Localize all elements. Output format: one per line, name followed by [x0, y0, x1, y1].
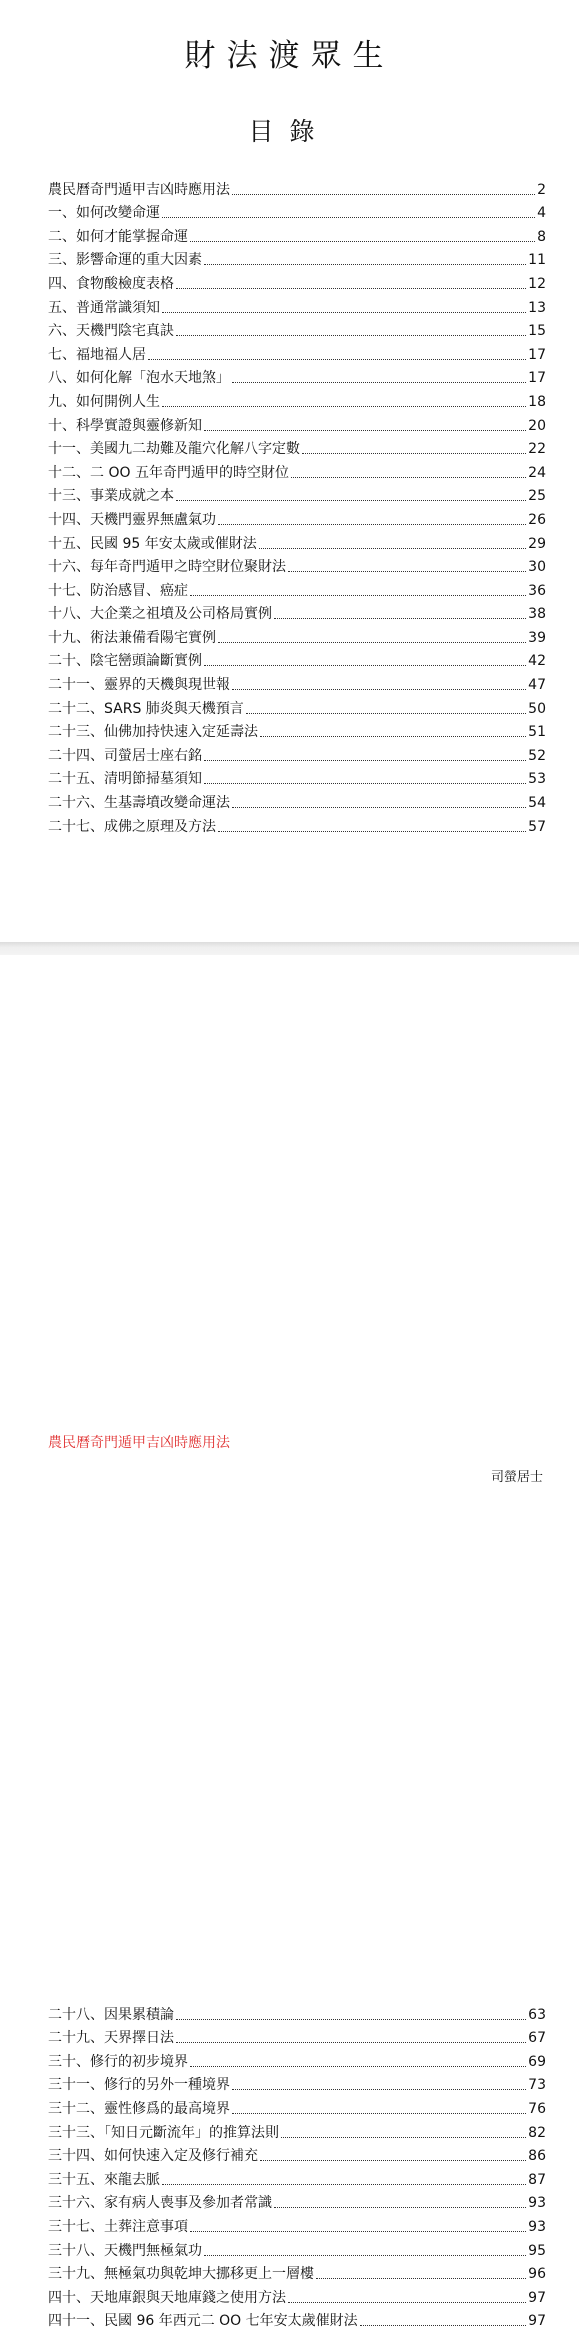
toc-entry[interactable] [48, 458, 546, 482]
toc-entry[interactable] [48, 2260, 546, 2284]
toc-entry[interactable] [48, 718, 546, 742]
toc-dot-leader [204, 783, 526, 784]
toc-entry-page: 82 [528, 2124, 546, 2141]
toc-entry-page: 52 [528, 747, 546, 764]
toc-entry[interactable] [48, 175, 546, 199]
toc-entry[interactable] [48, 2165, 546, 2189]
toc-dot-leader [204, 430, 526, 431]
toc-entry[interactable] [48, 317, 546, 341]
toc-entry[interactable] [48, 788, 546, 812]
toc-dot-leader [162, 406, 526, 407]
toc-entry-title: 二、如何才能掌握命運 [48, 228, 188, 245]
toc-dot-leader [316, 2278, 526, 2279]
toc-entry-title: 七、福地福人居 [48, 346, 146, 363]
toc-entry-title: 三十二、靈性修爲的最高境界 [48, 2100, 230, 2117]
toc-dot-leader [302, 453, 526, 454]
toc-dot-leader [232, 382, 526, 383]
toc-dot-leader [176, 500, 526, 501]
toc-dot-leader [232, 689, 526, 690]
toc-entry-page: 38 [528, 606, 546, 623]
toc-dot-leader [204, 760, 526, 761]
toc-entry[interactable] [48, 623, 546, 647]
toc-entry-title: 三十八、天機門無極氣功 [48, 2242, 202, 2259]
toc-heading: 目錄 [248, 117, 331, 146]
toc-dot-leader [148, 359, 526, 360]
toc-entry-title: 二十二、SARS 肺炎與天機預言 [48, 700, 244, 717]
toc-entry-page: 54 [528, 795, 546, 812]
toc-entry-page: 13 [528, 299, 546, 316]
toc-dot-leader [232, 807, 526, 808]
toc-entry-title: 十七、防治感冒、癌症 [48, 582, 188, 599]
toc-entry-page: 24 [528, 464, 546, 481]
toc-entry-title: 十一、美國九二劫難及龍穴化解八字定數 [48, 441, 300, 458]
toc-entry-page: 29 [528, 535, 546, 552]
toc-entry-page: 86 [528, 2148, 546, 2165]
toc-dot-leader [360, 2325, 527, 2326]
toc-entry[interactable] [48, 2142, 546, 2166]
toc-entry[interactable] [48, 2024, 546, 2048]
toc-entry-title: 二十一、靈界的天機與現世報 [48, 677, 230, 694]
toc-entry-page: 20 [528, 417, 546, 434]
toc-entry-title: 十五、民國 95 年安太歲或催財法 [48, 535, 257, 552]
toc-dot-leader [232, 194, 535, 195]
toc-entry-title: 十二、二 OO 五年奇門遁甲的時空財位 [48, 464, 289, 481]
toc-dot-leader [218, 524, 526, 525]
toc-dot-leader [260, 2160, 526, 2161]
toc-entry[interactable] [48, 387, 546, 411]
toc-entry[interactable] [48, 2307, 546, 2330]
toc-dot-leader [204, 665, 526, 666]
toc-dot-leader [260, 736, 526, 737]
document-page-2 [0, 955, 579, 2330]
toc-entry[interactable] [48, 741, 546, 765]
toc-entry[interactable] [48, 600, 546, 624]
toc-entry-page: 15 [528, 323, 546, 340]
toc-entry[interactable] [48, 576, 546, 600]
toc-entry[interactable] [48, 553, 546, 577]
toc-entry[interactable] [48, 2283, 546, 2307]
toc-entry-title: 二十、陰宅巒頭論斷實例 [48, 653, 202, 670]
toc-entry[interactable] [48, 670, 546, 694]
toc-entry-page: 26 [528, 511, 546, 528]
toc-entry[interactable] [48, 2071, 546, 2095]
toc-dot-leader [176, 2042, 526, 2043]
toc-entry-title: 二十七、成佛之原理及方法 [48, 818, 216, 835]
section-heading: 農民曆奇門遁甲吉凶時應用法 [48, 1435, 230, 1451]
toc-entry-page: 25 [528, 488, 546, 505]
toc-dot-leader [162, 312, 526, 313]
toc-list-part1 [48, 175, 546, 836]
toc-entry[interactable] [48, 2000, 546, 2024]
toc-entry-title: 二十四、司螢居士座右銘 [48, 747, 202, 764]
toc-list-part2 [48, 2000, 546, 2330]
toc-entry[interactable] [48, 411, 546, 435]
toc-dot-leader [232, 2089, 526, 2090]
toc-entry-page: 39 [528, 629, 546, 646]
toc-entry-title: 六、天機門陰宅真訣 [48, 323, 174, 340]
toc-entry-title: 五、普通常識須知 [48, 299, 160, 316]
book-title: 財法渡眾生 [184, 38, 395, 74]
toc-entry-page: 87 [528, 2171, 546, 2188]
toc-dot-leader [281, 2137, 526, 2138]
toc-entry-title: 農民曆奇門遁甲吉凶時應用法 [48, 181, 230, 198]
toc-entry[interactable] [48, 222, 546, 246]
toc-entry-page: 50 [528, 700, 546, 717]
toc-entry-page: 47 [528, 677, 546, 694]
toc-entry-title: 十八、大企業之祖墳及公司格局實例 [48, 606, 272, 623]
toc-entry-page: 36 [528, 582, 546, 599]
toc-entry-page: 73 [528, 2077, 546, 2094]
toc-dot-leader [190, 2231, 526, 2232]
toc-entry-title: 三十三、「知日元斷流年」的推算法則 [48, 2124, 279, 2141]
toc-entry[interactable] [48, 2189, 546, 2213]
toc-entry-page: 18 [528, 393, 546, 410]
toc-entry-title: 三十九、無極氣功與乾坤大挪移更上一層樓 [48, 2266, 314, 2283]
toc-entry[interactable] [48, 2236, 546, 2260]
toc-entry-title: 四十、天地庫銀與天地庫錢之使用方法 [48, 2289, 286, 2306]
toc-dot-leader [259, 548, 526, 549]
toc-entry-title: 四十一、民國 96 年西元二 OO 七年安太歲催財法 [48, 2313, 358, 2330]
toc-entry-title: 二十六、生基壽墳改變命運法 [48, 795, 230, 812]
toc-dot-leader [232, 2113, 526, 2114]
toc-entry-title: 八、如何化解「泡水天地煞」 [48, 370, 230, 387]
toc-entry-title: 十九、術法兼備看陽宅實例 [48, 629, 216, 646]
toc-entry[interactable] [48, 529, 546, 553]
toc-dot-leader [218, 642, 526, 643]
toc-entry[interactable] [48, 2118, 546, 2142]
toc-entry-page: 95 [528, 2242, 546, 2259]
toc-entry[interactable] [48, 694, 546, 718]
toc-entry-page: 57 [528, 818, 546, 835]
toc-dot-leader [176, 2019, 526, 2020]
toc-entry[interactable] [48, 293, 546, 317]
toc-entry[interactable] [48, 435, 546, 459]
toc-dot-leader [288, 2302, 526, 2303]
toc-entry-page: 93 [528, 2218, 546, 2235]
toc-entry-page: 69 [528, 2053, 546, 2070]
toc-dot-leader [176, 335, 526, 336]
toc-entry-page: 8 [537, 228, 546, 245]
toc-entry-page: 76 [528, 2100, 546, 2117]
toc-entry[interactable] [48, 812, 546, 836]
toc-dot-leader [288, 571, 526, 572]
toc-entry-title: 十四、天機門靈界無盧氣功 [48, 511, 216, 528]
toc-dot-leader [204, 2255, 526, 2256]
toc-entry-page: 97 [528, 2313, 546, 2330]
toc-entry-title: 三十、修行的初步境界 [48, 2053, 188, 2070]
toc-entry[interactable] [48, 340, 546, 364]
toc-entry-title: 九、如何開例人生 [48, 393, 160, 410]
toc-entry[interactable] [48, 482, 546, 506]
toc-entry-title: 二十八、因果累積論 [48, 2006, 174, 2023]
toc-entry-title: 十六、每年奇門遁甲之時空財位聚財法 [48, 559, 286, 576]
toc-entry[interactable] [48, 505, 546, 529]
toc-entry-page: 63 [528, 2006, 546, 2023]
toc-dot-leader [176, 288, 526, 289]
toc-entry-page: 22 [528, 441, 546, 458]
toc-dot-leader [162, 2184, 526, 2185]
toc-entry-page: 97 [528, 2289, 546, 2306]
toc-entry-page: 96 [528, 2266, 546, 2283]
toc-entry-page: 11 [528, 252, 546, 269]
toc-entry-page: 67 [528, 2030, 546, 2047]
toc-entry-title: 二十九、天界擇日法 [48, 2030, 174, 2047]
toc-dot-leader [190, 241, 535, 242]
toc-dot-leader [274, 2207, 526, 2208]
toc-dot-leader [291, 477, 526, 478]
toc-entry-title: 三十五、來龍去脈 [48, 2171, 160, 2188]
toc-entry[interactable] [48, 269, 546, 293]
toc-entry-title: 三十六、家有病人喪事及參加者常識 [48, 2195, 272, 2212]
toc-entry-page: 51 [528, 724, 546, 741]
toc-entry[interactable] [48, 246, 546, 270]
toc-entry-title: 四、食物酸檢度表格 [48, 275, 174, 292]
toc-entry-title: 三、影響命運的重大因素 [48, 252, 202, 269]
toc-entry-title: 一、如何改變命運 [48, 205, 160, 222]
toc-dot-leader [204, 264, 526, 265]
toc-entry-page: 4 [537, 205, 546, 222]
toc-entry-page: 12 [528, 275, 546, 292]
toc-entry[interactable] [48, 199, 546, 223]
toc-dot-leader [274, 618, 526, 619]
toc-entry-title: 三十一、修行的另外一種境界 [48, 2077, 230, 2094]
toc-entry-page: 17 [528, 370, 546, 387]
toc-entry[interactable] [48, 2094, 546, 2118]
toc-entry-title: 三十四、如何快速入定及修行補充 [48, 2148, 258, 2165]
toc-entry-page: 30 [528, 559, 546, 576]
toc-entry-page: 2 [537, 181, 546, 198]
document-page-1 [0, 0, 579, 942]
toc-entry-title: 二十五、清明節掃墓須知 [48, 771, 202, 788]
toc-entry-page: 93 [528, 2195, 546, 2212]
toc-entry-title: 三十七、土葬注意事項 [48, 2218, 188, 2235]
toc-entry-title: 十、科學實證與靈修新知 [48, 417, 202, 434]
toc-entry-title: 二十三、仙佛加持快速入定延壽法 [48, 724, 258, 741]
toc-entry[interactable] [48, 765, 546, 789]
toc-dot-leader [190, 2066, 526, 2067]
toc-entry[interactable] [48, 647, 546, 671]
toc-entry[interactable] [48, 2212, 546, 2236]
toc-entry-title: 十三、事業成就之本 [48, 488, 174, 505]
toc-entry[interactable] [48, 2047, 546, 2071]
author-line: 司螢居士 [490, 1470, 543, 1485]
toc-dot-leader [246, 713, 526, 714]
toc-dot-leader [190, 595, 526, 596]
toc-entry-page: 17 [528, 346, 546, 363]
toc-dot-leader [218, 831, 526, 832]
toc-entry[interactable] [48, 364, 546, 388]
page-separator [0, 942, 579, 955]
toc-entry-page: 42 [528, 653, 546, 670]
toc-dot-leader [162, 217, 535, 218]
toc-entry-page: 53 [528, 771, 546, 788]
